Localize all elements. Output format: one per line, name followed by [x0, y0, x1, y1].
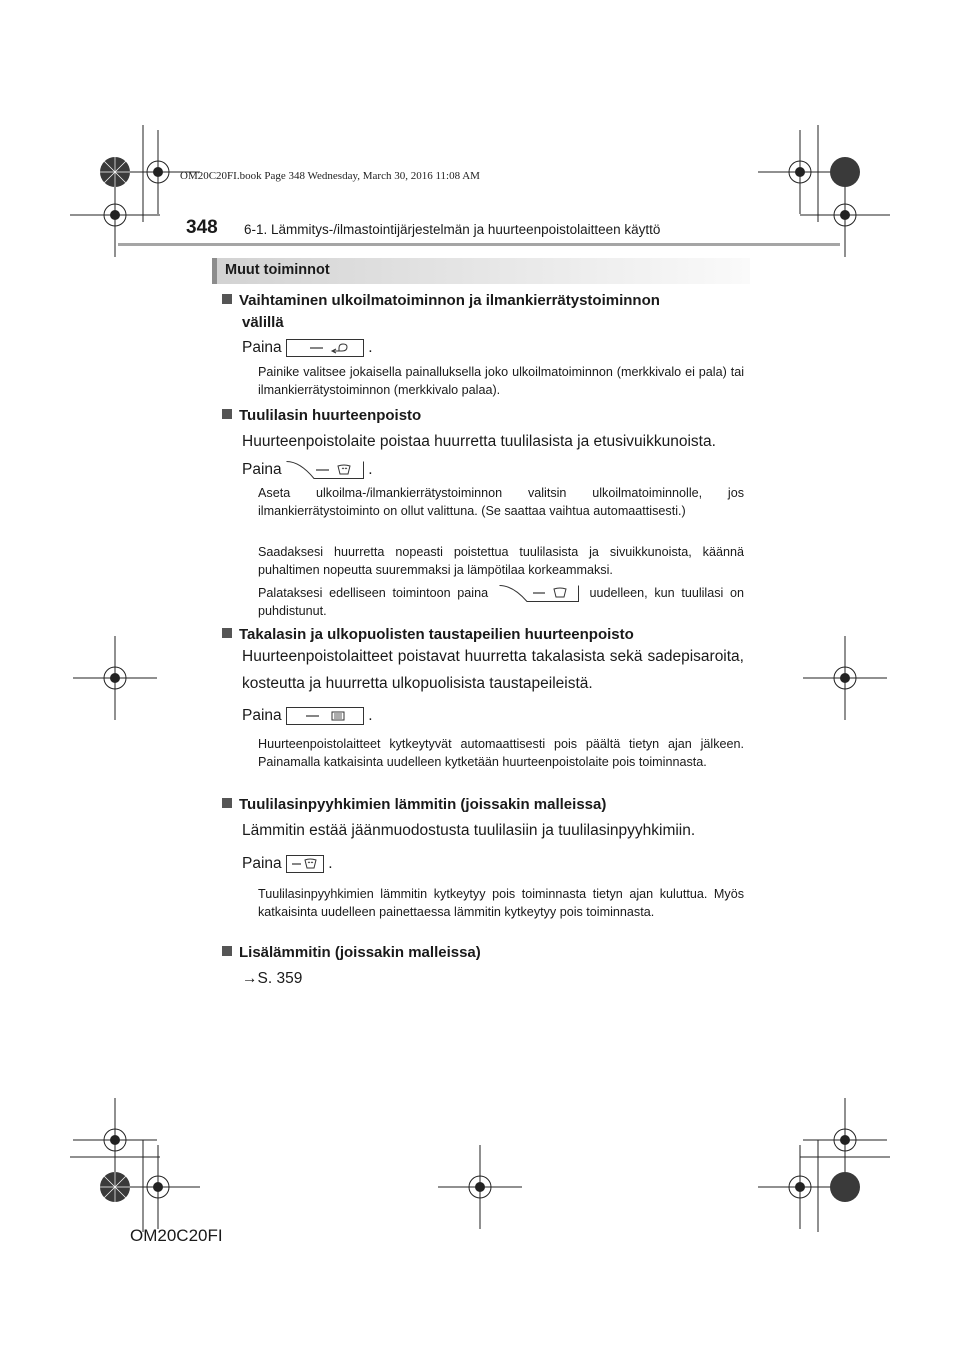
note-recirculation: Painike valitsee jokaisella painalluksella joko ulkoilmatoiminnon (merkkivalo ei pala) tai ilmankierrätystoiminnon (merkkivalo palaa). [258, 365, 744, 397]
note-text: uudelleen, kun tuulilasi on puhdistunut. [258, 586, 745, 618]
square-bullet-icon [222, 628, 232, 638]
heading-wiper-deicer [222, 794, 744, 816]
recirculation-icon [286, 339, 364, 357]
square-bullet-icon [222, 798, 232, 808]
paina-line [242, 459, 373, 481]
rear-defogger-button [286, 707, 364, 725]
paina-suffix: . [368, 707, 373, 724]
page-number: 348 [186, 217, 218, 238]
windshield-defrost-icon [499, 585, 579, 602]
heading-text: Tuulilasinpyyhkimien lämmitin (joissakin malleissa) [239, 796, 607, 813]
heading-text: Tuulilasin huurteenpoisto [239, 407, 422, 424]
body-windshield-defrost: Huurteenpoistolaite poistaa huurretta tuulilasista ja etusivuikkunoista. [242, 433, 716, 450]
footer-code: OM20C20FI [130, 1226, 223, 1245]
heading-line: Vaihtaminen ulkoilmatoiminnon ja ilmankierrätystoiminnon [239, 292, 660, 309]
note-defrost-3 [258, 585, 744, 620]
heading-line: välillä [242, 314, 284, 331]
rear-defogger-icon [286, 707, 364, 725]
square-bullet-icon [222, 409, 232, 419]
wiper-deicer-icon [286, 855, 324, 873]
note-defrost-2: Saadaksesi huurretta nopeasti poistettua tuulilasista ja sivuikkunoista, käännä puhaltimen nopeutta suuremmaksi ja lämpötilaa korkeammaksi. [258, 545, 744, 577]
paina-label: Paina [242, 339, 282, 356]
body-wiper-deicer: Lämmitin estää jäänmuodostusta tuulilasiin ja tuulilasinpyyhkimiin. [242, 822, 696, 839]
paina-suffix: . [368, 339, 373, 356]
page-reference-link[interactable]: →S. 359 [242, 970, 303, 987]
section-bar-edge [212, 258, 217, 284]
note-text: Palataksesi edelliseen toimintoon paina [258, 586, 489, 600]
paina-label: Paina [242, 707, 282, 724]
section-title-bar [212, 258, 750, 284]
square-bullet-icon [222, 946, 232, 956]
section-title: Muut toiminnot [225, 262, 330, 278]
note-defrost-1: Aseta ulkoilma-/ilmankierrätystoiminnon valitsin ulkoilmatoiminnolle, jos ilmankierrätystoiminto on ollut valittuna. (Se saattaa vaihtua automaattisesti.) [258, 486, 744, 518]
paina-line [242, 337, 373, 359]
heading-text: Takalasin ja ulkopuolisten taustapeilien huurteenpoisto [239, 626, 634, 643]
square-bullet-icon [222, 294, 232, 304]
paina-suffix: . [368, 461, 373, 478]
heading-auxiliary-heater [222, 942, 744, 964]
note-rear-defogger: Huurteenpoistolaitteet kytkeytyvät automaattisesti pois päältä tietyn ajan jälkeen. Painamalla katkaisinta uudelleen kytketään huurteenpoistolaite pois toiminnasta. [258, 737, 744, 769]
heading-recirculation [222, 290, 744, 334]
header-rule [118, 243, 840, 246]
heading-windshield-defrost [222, 405, 744, 427]
running-head: 6-1. Lämmitys-/ilmastointijärjestelmän ja huurteenpoistolaitteen käyttö [244, 222, 661, 237]
note-wiper-deicer: Tuulilasinpyyhkimien lämmitin kytkeytyy pois toiminnasta tietyn ajan kuluttua. Myös katkaisinta uudelleen painettaessa lämmitin kytkeytyy pois toiminnasta. [258, 887, 744, 919]
paina-label: Paina [242, 461, 282, 478]
heading-text: Lisälämmitin (joissakin malleissa) [239, 944, 481, 961]
paina-label: Paina [242, 855, 282, 872]
windshield-defrost-button [286, 461, 364, 479]
body-rear-defogger: Huurteenpoistolaitteet poistavat huurretta takalasista sekä sadepisaroita, kosteutta ja huurretta ulkopuolisista taustapeileistä. [242, 648, 744, 692]
paina-line [242, 705, 373, 727]
recirculation-button [286, 339, 364, 357]
paina-suffix: . [328, 855, 333, 872]
book-file-line: OM20C20FI.book Page 348 Wednesday, March 30, 2016 11:08 AM [180, 170, 480, 182]
windshield-defrost-button-inline [499, 585, 579, 602]
wiper-deicer-button [286, 855, 324, 873]
windshield-defrost-icon [286, 461, 364, 479]
paina-line [242, 853, 333, 875]
